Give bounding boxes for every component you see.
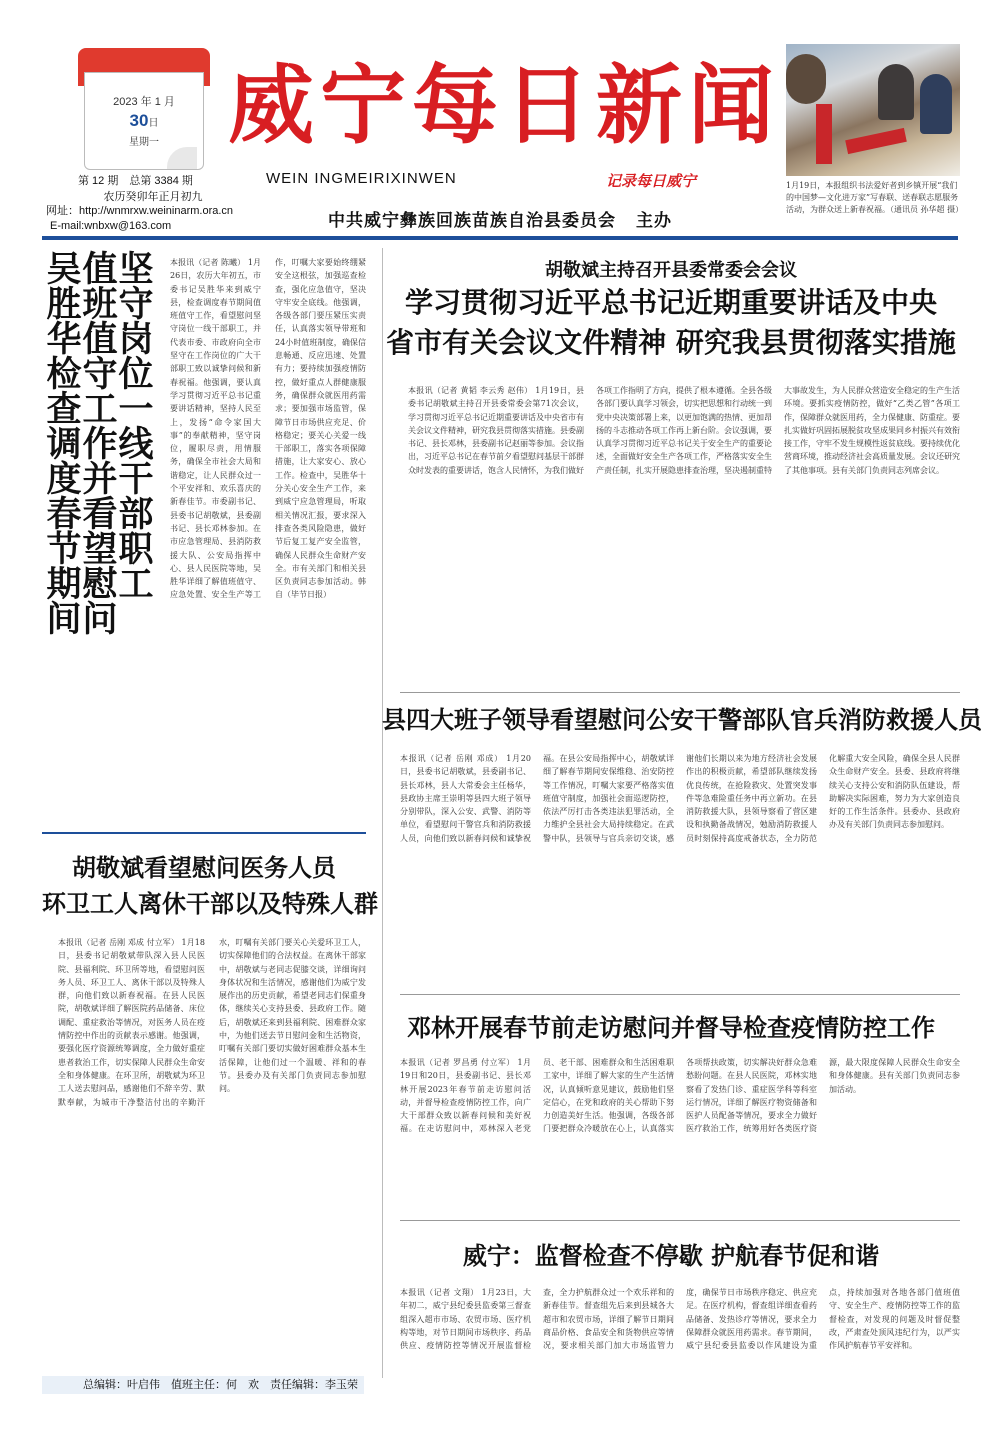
a4-headline-line2[interactable]: 环卫工人离休干部以及特殊人群 (42, 889, 378, 918)
calendar-badge (78, 48, 210, 172)
a1-body-lower (42, 670, 366, 766)
separator (42, 832, 366, 834)
issue-number: 第 12 期 总第 3384 期 (78, 175, 193, 187)
calendar-page-curl (167, 147, 197, 169)
a4-body: 本报讯（记者 岳刚 邓成 付立军） 1月18日，县委书记胡敬斌带队深入县人民医院、县福利院、环卫所等地，看望慰问医务人员、环卫工人、离休干部以及特殊人群，向他们致以新春祝福。在县人民医院，胡敬斌详细了解医院药品储备、床位调配、重症救治等情况，对医务人员在疫情防控中作出的贡献表示感谢。他强调，要强化医疗资源统筹调度，全力做好重症患者救治工作，切实保障人民群众生命安全和身体健康。在环卫所，胡敬斌为环卫工人送去慰问品，感谢他们不辞辛劳、默默奉献，为城市干净整洁付出的辛勤汗水，叮嘱有关部门要关心关爱环卫工人，切实保障他们的合法权益。在离休干部家中，胡敬斌与老同志促膝交谈，详细询问身体状况和生活情况，感谢他们为威宁发展作出的历史贡献，希望老同志们保重身体，继续关心支持县委、县政府工作。随后，胡敬斌还来到县福利院、困难群众家中，为他们送去节日慰问金和生活物资，叮嘱有关部门要切实做好困难群众基本生活保障，让他们过一个温暖、祥和的春节。县委办及有关部门负责同志参加慰问。 (58, 938, 366, 1107)
a4-headline-line1[interactable]: 胡敬斌看望慰问医务人员 (72, 853, 336, 882)
headline-char: 华 (46, 319, 82, 360)
headline-char: 检 (46, 354, 82, 395)
calendar-day: 30日 (129, 111, 159, 130)
headline-char: 部 (118, 494, 154, 535)
a5-headline[interactable]: 邓林开展春节前走访慰问并督导检查疫情防控工作 (407, 1013, 935, 1042)
headline-char: 干 (118, 459, 154, 500)
newspaper-title: 威宁每日新闻 (228, 55, 780, 156)
headline-char: 胜 (46, 284, 82, 325)
separator (400, 994, 960, 995)
publisher-role: 主办 (636, 211, 672, 231)
separator (400, 1220, 960, 1221)
headline-char: 调 (46, 424, 82, 465)
headline-char: 并 (82, 459, 118, 500)
calendar-page (84, 72, 204, 170)
headline-char: 值 (82, 319, 118, 360)
a3-headline[interactable]: 县四大班子领导看望慰问公安干警部队官兵消防救援人员 (382, 705, 982, 734)
headline-char: 线 (118, 424, 154, 465)
headline-char: 坚 (118, 249, 154, 290)
title-pinyin: WEIN INGMEIRIXINWEN (266, 170, 457, 187)
a1-headline-col3 (42, 249, 86, 640)
a6-body: 本报讯（记者 文翔） 1月23日，大年初二，威宁县纪委县监委第三督查组深入超市市场、农贸市场、医疗机构等地，对节日期间市场秩序、药品供应、疫情防控等情况开展监督检查，全力护航群众过一个欢乐祥和的新春佳节。督查组先后来到县城各大超市和农贸市场，详细了解节日期间商品价格、食品安全和货物供应等情况，要求相关部门加大市场监管力度，确保节日市场秩序稳定、供应充足。在医疗机构，督查组详细查看药品储备、发热诊疗等情况，要求全力保障群众就医用药需求。春节期间，威宁县纪委县监委以作风建设为重点，持续加强对各地各部门值班值守、安全生产、疫情防控等工作的监督检查，对发现的问题及时督促整改，严肃查处顶风违纪行为，以严实作风护航春节平安祥和。 (400, 1288, 960, 1351)
a1-body-upper: 本报讯（记者 陈曦） 1月26日，农历大年初五，市委书记吴胜华来到威宁县，检查调度春节期间值班值守工作，看望慰问坚守岗位一线干部职工，并代表市委、市政府向全市坚守在工作岗位的广大干部职工致以诚挚问候和新春祝福。他强调，要认真学习贯彻习近平总书记重要讲话精神，坚持人民至上，发扬“命令家国大事”的奉献精神，坚守岗位，履职尽责，用情服务，确保全市社会大局和谐稳定，让人民群众过一个平安祥和、欢乐喜庆的新春佳节。市委副书记、县委书记胡敬斌，县委副书记、县长邓林参加。在市应急管理局、县消防救援大队、公安局指挥中心、县人民医院等地，吴胜华详细了解值班值守、应急处置、安全生产等工作，叮嘱大家要始终绷紧安全这根弦，加强巡查检查，强化应急值守，坚决守牢安全底线。他强调，各级各部门要压紧压实责任，认真落实领导带班和24小时值班制度，确保信息畅通、反应迅速、处置有力；要持续加强疫情防控，做好重点人群健康服务，确保群众就医用药需求；要加强市场监管，保障节日市场供应充足、价格稳定；要关心关爱一线干部职工，落实各项保障措施，让大家安心、放心工作。检查中，吴胜华十分关心安全生产工作，来到威宁应急管理局，听取相关情况汇报，要求深入排查各类风险隐患，做好节后复工复产安全监管，确保人民群众生命财产安全。市有关部门和相关县区负责同志参加活动。韩自（毕节日报） (170, 258, 366, 600)
headline-char: 班 (82, 284, 118, 325)
lunar-date: 农历癸卯年正月初九 (103, 191, 203, 203)
headline-char: 守 (82, 354, 118, 395)
headline-char: 岗 (118, 319, 154, 360)
headline-char: 望 (82, 529, 118, 570)
headline-char: 看 (82, 494, 118, 535)
headline-char: 守 (118, 284, 154, 325)
headline-char: 吴 (46, 249, 82, 290)
headline-char: 节 (46, 529, 82, 570)
headline-char: 位 (118, 354, 154, 395)
publisher-name: 中共威宁彝族回族苗族自治县委员会 (328, 211, 616, 231)
headline-char: 值 (82, 249, 118, 290)
a2-kicker[interactable]: 胡敬斌主持召开县委常委会会议 (545, 260, 797, 281)
front-photo[interactable] (786, 44, 960, 176)
column-divider (382, 248, 383, 1378)
separator (400, 692, 960, 693)
a2-body: 本报讯（记者 黄韬 李云秀 赵伟） 1月19日，县委书记胡敬斌主持召开县委常委会第71次会议，学习贯彻习近平总书记近期重要讲话及中央省市有关会议文件精神，研究我县贯彻落实措施。县委副书记、县长邓林，县委副书记赵丽等参加。会议指出，习近平总书记在春节前夕看望慰问基层干部群众时发表的重要讲话，饱含人民情怀，为我们做好各项工作指明了方向，提供了根本遵循。全县各级各部门要认真学习领会，切实把思想和行动统一到党中央决策部署上来，以更加饱满的热情、更加昂扬的斗志推动各项工作再上新台阶。会议强调，要认真学习贯彻习近平总书记关于安全生产的重要论述，全面做好安全生产各项工作，严格落实安全生产责任制，扎实开展隐患排查治理，坚决遏制重特大事故发生，为人民群众营造安全稳定的生产生活环境。要抓实疫情防控，做好“乙类乙管”各项工作，保障群众就医用药，全力保健康、防重症。要扎实做好巩固拓展脱贫攻坚成果同乡村振兴有效衔接工作，守牢不发生规模性返贫底线。要持续优化营商环境，推动经济社会高质量发展。会议还研究了其他事项。县有关部门负责同志列席会议。 (408, 386, 960, 475)
masthead-rule (42, 236, 958, 240)
title-slogan: 记录每日威宁 (606, 172, 697, 190)
a2-headline-line2[interactable]: 省市有关会议文件精神 研究我县贯彻落实措施 (386, 326, 956, 359)
headline-char: 度 (46, 459, 82, 500)
headline-char: 一 (118, 389, 154, 430)
photo-caption: 1月19日，本报组织书法爱好者到乡镇开展“我们的中国梦—文化进万家”写春联、送春联志愿服务活动，为群众送上新春祝福。（通讯员 孙华超 摄） (786, 181, 964, 214)
headline-char: 工 (82, 389, 118, 430)
a1-headline-col3[interactable] (42, 249, 86, 640)
headline-char: 职 (118, 529, 154, 570)
headline-char: 作 (82, 424, 118, 465)
editors-credit: 总编辑：叶启伟 值班主任：何 欢 责任编辑：李玉荣 (42, 1376, 364, 1394)
issue-info (78, 173, 228, 205)
calendar-year-month: 2023 年 1 月 (113, 96, 175, 108)
a3-body: 本报讯（记者 岳刚 邓成） 1月20日，县委书记胡敬斌，县委副书记、县长邓林，县人大常委会主任杨华，县政协主席王崇明等县四大班子领导分别带队，深入公安、武警、消防等单位，看望慰问干警官兵和消防救援人员，向他们致以新春问候和诚挚祝福。在县公安局指挥中心，胡敬斌详细了解春节期间安保维稳、治安防控等工作情况，叮嘱大家要严格落实值班值守制度，加强社会面巡逻防控，依法严厉打击各类违法犯罪活动，全力维护全县社会大局持续稳定。在武警中队，县领导与官兵亲切交谈，感谢他们长期以来为地方经济社会发展作出的积极贡献，希望部队继续发扬优良传统，在抢险救灾、处置突发事件等急难险重任务中再立新功。在县消防救援大队，县领导察看了营区建设和执勤备战情况，勉励消防救援人员时刻保持高度戒备状态，全力防范化解重大安全风险，确保全县人民群众生命财产安全。县委、县政府将继续关心支持公安和消防队伍建设，帮助解决实际困难，努力为大家创造良好的工作生活条件。县委办、县政府办及有关部门负责同志参加慰问。 (400, 754, 960, 843)
headline-char: 查 (46, 389, 82, 430)
headline-char: 间 (46, 599, 82, 640)
email-link[interactable]: E-mail:wnbxw@163.com (50, 220, 172, 232)
headline-char: 问 (82, 599, 118, 640)
headline-char: 慰 (82, 564, 118, 605)
website-link[interactable]: 网址：http://wnmrxw.weininarm.ora.cn (46, 205, 234, 217)
headline-char: 春 (46, 494, 82, 535)
headline-char: 期 (46, 564, 82, 605)
a2-headline-line1[interactable]: 学习贯彻习近平总书记近期重要讲话及中央 (404, 286, 937, 319)
headline-char: 工 (118, 564, 154, 605)
calendar-weekday: 星期一 (129, 137, 159, 148)
a6-headline[interactable]: 威宁：监督检查不停歇 护航春节促和谐 (462, 1241, 880, 1270)
a5-body: 本报讯（记者 罗昌勇 付立军） 1月19日和20日，县委副书记、县长邓林开展2023年春节前走访慰问活动，并督导检查疫情防控工作，向广大干部群众致以新春问候和美好祝福。在走访慰问中，邓林深入老党员、老干部、困难群众和生活困难职工家中，详细了解大家的生产生活情况，认真倾听意见建议，鼓励他们坚定信心，在党和政府的关心帮助下努力创造美好生活。他强调，各级各部门要把群众冷暖放在心上，认真落实各项帮扶政策，切实解决好群众急难愁盼问题。在县人民医院，邓林实地察看了发热门诊、重症医学科等科室运行情况，详细了解医疗物资储备和医护人员配备等情况，要求全力做好医疗救治工作，统筹用好各类医疗资源，最大限度保障人民群众生命安全和身体健康。县有关部门负责同志参加活动。 (400, 1058, 960, 1134)
